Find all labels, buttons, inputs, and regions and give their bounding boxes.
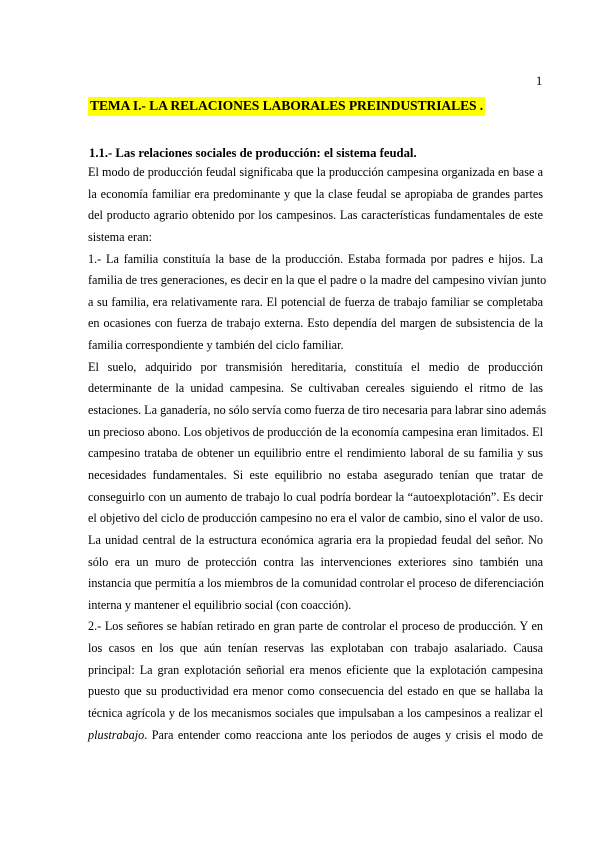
text-line: conseguirlo con un aumento de trabajo lo cual podría bordear la “autoexplotación”. Es decir bbox=[88, 489, 543, 504]
text-line: El suelo, adquirido por transmisión hereditaria, constituía el medio de producción bbox=[88, 359, 543, 374]
title-container bbox=[88, 97, 485, 116]
text-line-last bbox=[88, 725, 543, 747]
text-line: estaciones. La ganadería, no sólo servía como fuerza de tiro necesaria para labrar sino además bbox=[88, 403, 547, 418]
text-line: sistema eran: bbox=[88, 229, 152, 244]
text-line: La unidad central de la estructura económica agraria era la propiedad feudal del señor. No bbox=[88, 532, 543, 547]
text-line: familia de tres generaciones, es decir en la que el padre o la madre del campesino vivían junto bbox=[88, 273, 547, 288]
text-line: un precioso abono. Los objetivos de producción de la economía campesina eran limitados. El bbox=[88, 424, 543, 439]
text-line: 2.- Los señores se habían retirado en gran parte de controlar el proceso de producción. Y en bbox=[88, 619, 543, 634]
text-line-rest: . Para entender como reacciona ante los periodos de auges y crisis el modo de bbox=[144, 727, 543, 742]
text-line: campesino trataba de obtener un equilibrio entre el rendimiento laboral de su familia y sus bbox=[88, 446, 543, 461]
text-line: El modo de producción feudal significaba que la producción campesina organizada en base a bbox=[88, 165, 543, 179]
text-line: a su familia, era relativamente rara. El potencial de fuerza de trabajo familiar se completaba bbox=[88, 294, 543, 309]
text-line: necesidades fundamentales. Si este equilibrio no estaba asegurado tenían que tratar de bbox=[88, 467, 543, 482]
text-line: el objetivo del ciclo de producción campesino no era el valor de cambio, sino el valor de uso. bbox=[88, 511, 543, 526]
italic-term: plustrabajo bbox=[88, 727, 145, 742]
page-title: TEMA I.- LA RELACIONES LABORALES PREINDUSTRIALES . bbox=[88, 97, 485, 116]
text-line: del producto agrario obtenido por los campesinos. Las características fundamentales de este bbox=[88, 208, 543, 223]
text-line: sólo era un muro de protección contra las intervenciones exteriores sino también una bbox=[88, 554, 543, 569]
body-text bbox=[88, 162, 547, 746]
text-line: determinante de la unidad campesina. Se cultivaban cereales siguiendo el ritmo de las bbox=[88, 381, 543, 396]
text-line: instancia que permitía a los miembros de la comunidad controlar el proceso de diferenciación bbox=[88, 576, 544, 591]
text-line: los casos en los que aún tenían reservas las explotaban con trabajo asalariado. Causa bbox=[88, 641, 543, 656]
text-line: interna y mantener el equilibrio social (con coacción). bbox=[88, 597, 352, 612]
text-line: puesto que su productividad era menor como consecuencia del estado en que se hallaba la bbox=[88, 684, 543, 699]
text-line: la economía familiar era predominante y que la clase feudal se apropiaba de grandes partes bbox=[88, 186, 543, 201]
text-line: familia correspondiente y también del ciclo familiar. bbox=[88, 338, 344, 353]
section-heading: 1.1.- Las relaciones sociales de producción: el sistema feudal. bbox=[89, 146, 417, 160]
text-line: principal: La gran explotación señorial era menos eficiente que la explotación campesina bbox=[88, 662, 543, 677]
text-line: en ocasiones con fuerza de trabajo externa. Esto dependía del margen de subsistencia de la bbox=[88, 316, 543, 331]
text-line: técnica agrícola y de los mecanismos sociales que impulsaban a los campesinos a realizar el bbox=[88, 706, 543, 721]
page-number: 1 bbox=[536, 74, 543, 88]
text-line: 1.- La familia constituía la base de la producción. Estaba formada por padres e hijos. La bbox=[88, 251, 543, 266]
